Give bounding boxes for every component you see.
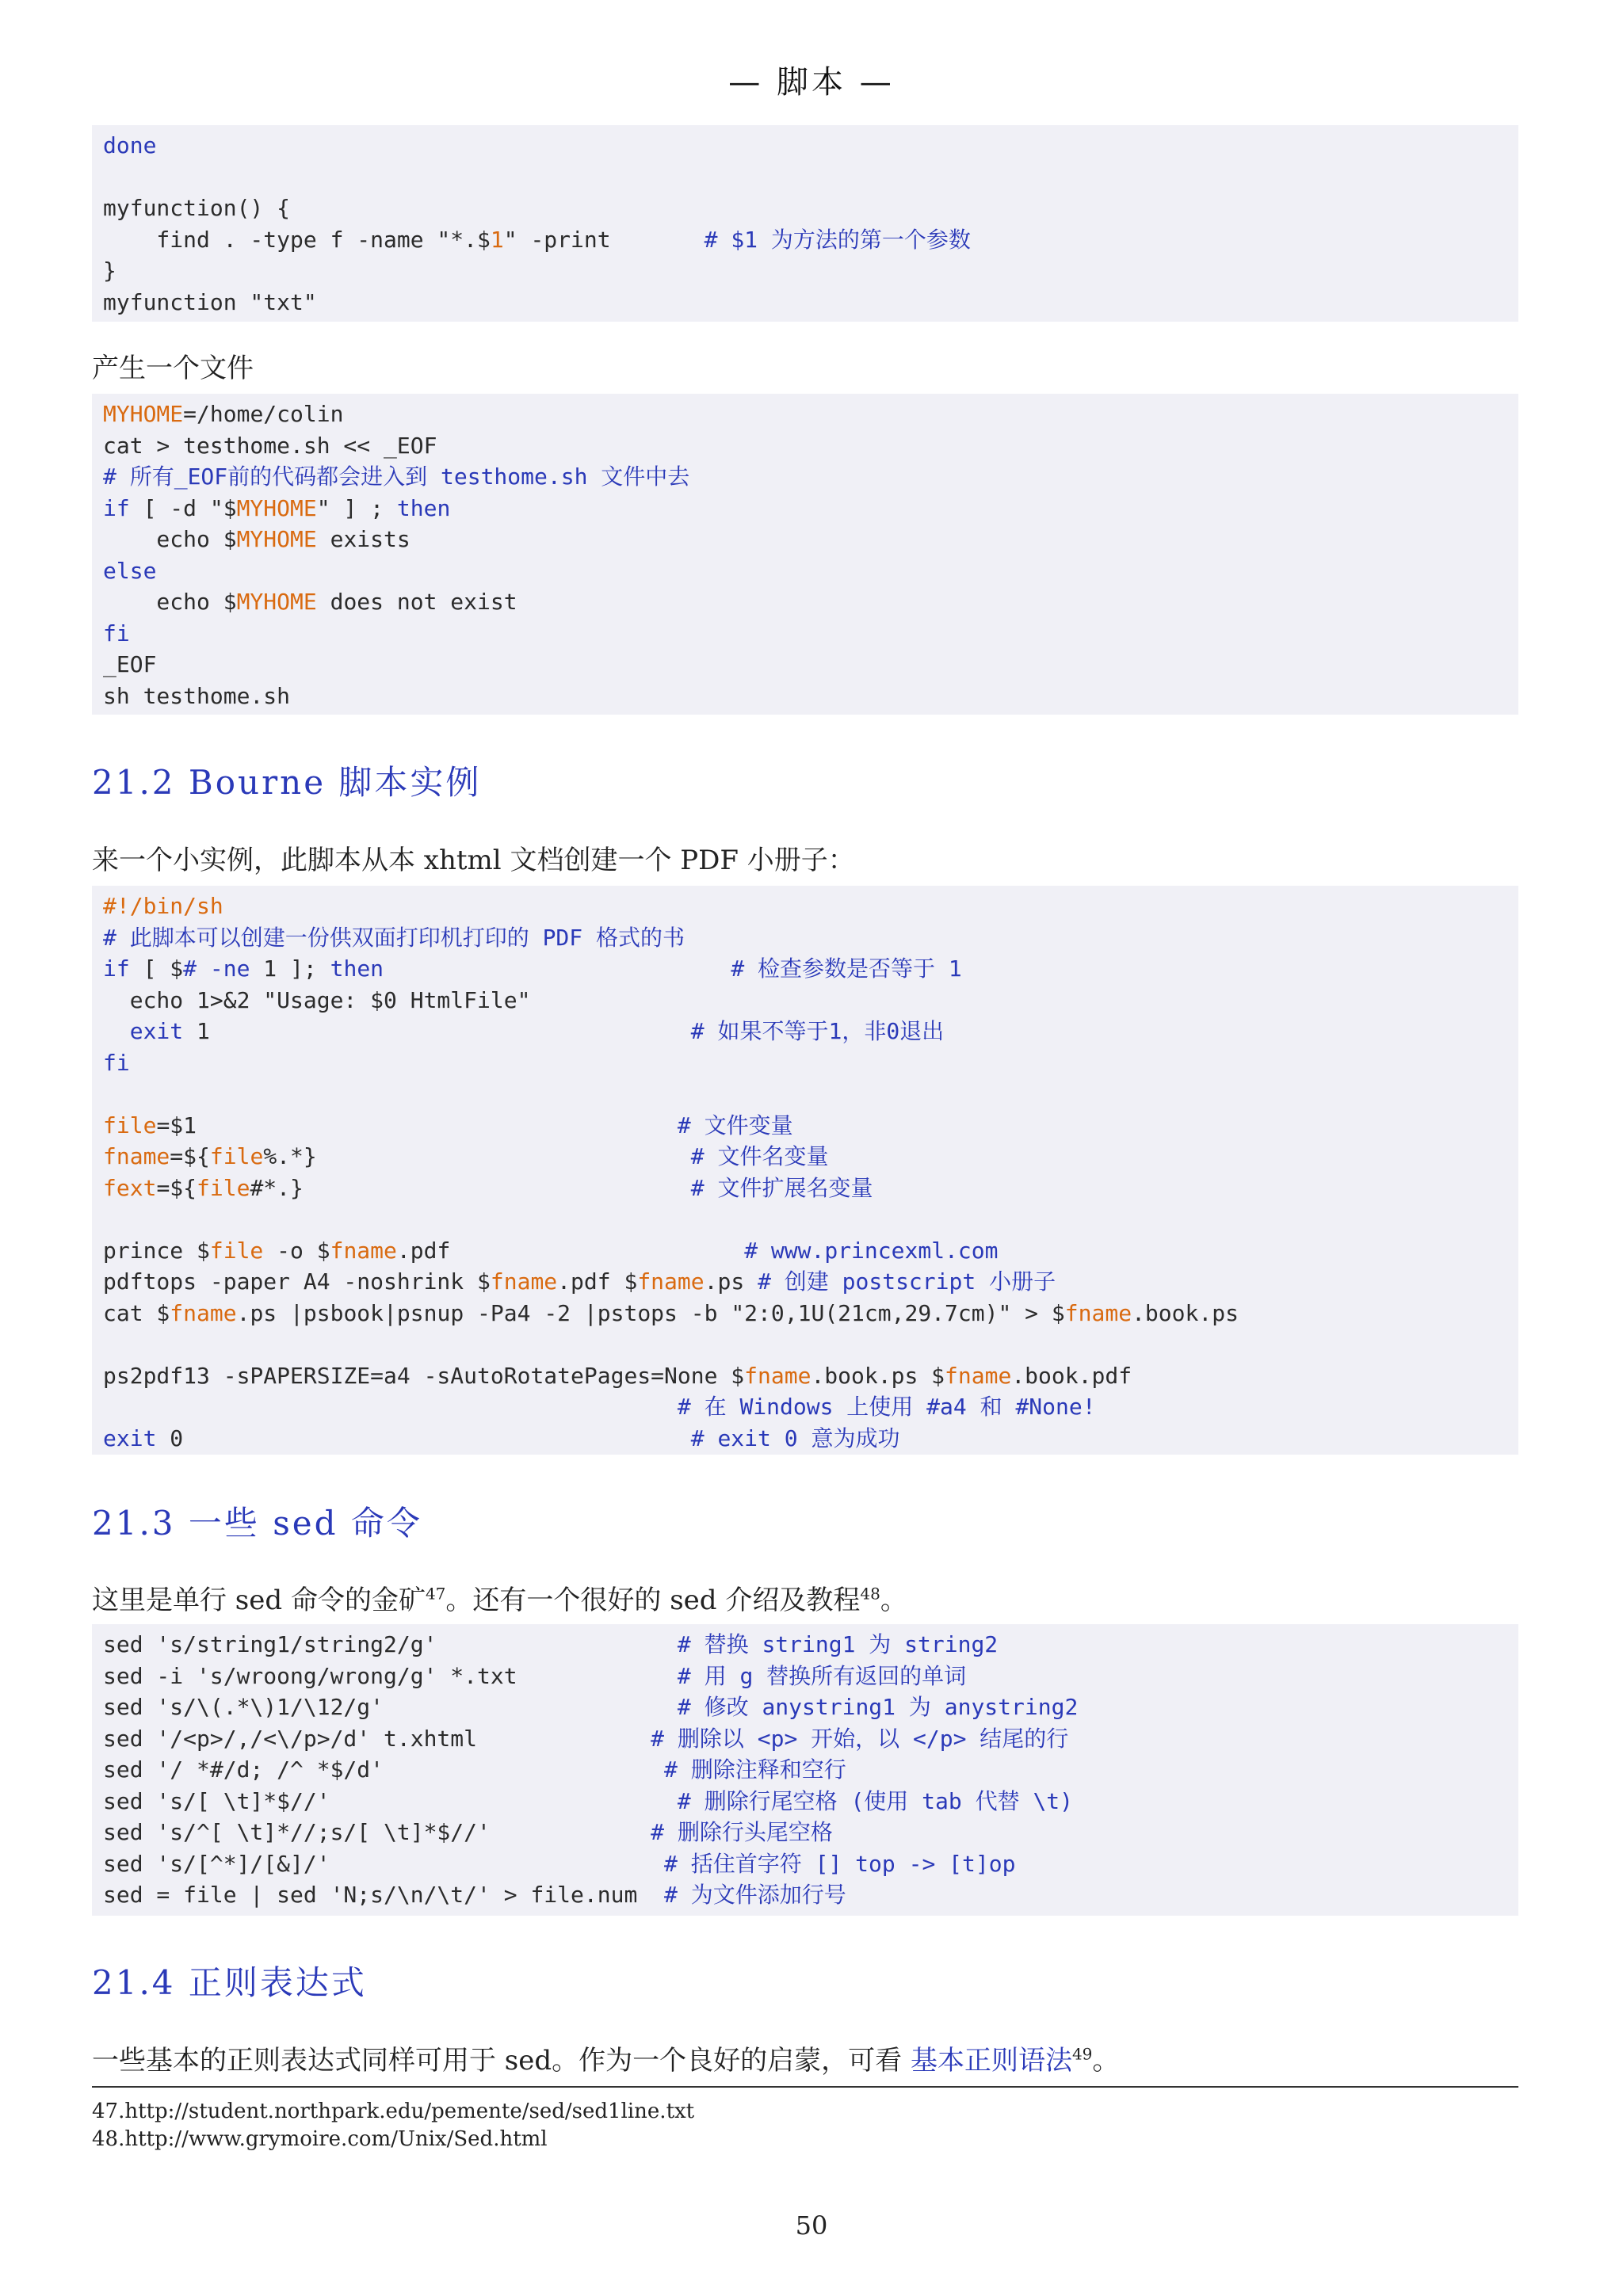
code-line bbox=[103, 1078, 1507, 1110]
code-keyword: fi bbox=[103, 1049, 130, 1076]
footnote-divider bbox=[92, 2086, 1518, 2088]
code-text: ps2pdf13 -sPAPERSIZE=a4 -sAutoRotatePages=None $ bbox=[103, 1362, 745, 1389]
code-line bbox=[103, 1691, 1507, 1723]
code-text: myfunction() { bbox=[103, 195, 291, 221]
code-text: [ $ bbox=[129, 955, 184, 982]
code-variable: file bbox=[209, 1237, 264, 1264]
sed-intro-text-mid: 。还有一个很好的 sed 介绍及教程 bbox=[445, 1585, 861, 1616]
code-variable: fname bbox=[103, 1143, 170, 1169]
code-keyword: then bbox=[330, 955, 384, 982]
code-variable: #!/bin/sh bbox=[103, 893, 223, 919]
page-number: 50 bbox=[795, 2210, 828, 2241]
code-variable: fname bbox=[637, 1268, 705, 1295]
footnote-47[interactable]: 47.http://student.northpark.edu/pemente/sed/sed1line.txt bbox=[92, 2100, 695, 2123]
paragraph-regex-intro bbox=[92, 2039, 1119, 2077]
code-text: " -print bbox=[503, 226, 705, 253]
code-line bbox=[103, 1423, 1507, 1455]
code-line bbox=[103, 287, 1507, 318]
code-comment: # 删除行头尾空格 bbox=[651, 1819, 833, 1845]
code-variable: 1 bbox=[490, 226, 504, 253]
code-text: .ps |psbook|psnup -Pa4 -2 |pstops -b "2:0,1U(21cm,29.7cm)" > $ bbox=[236, 1299, 1065, 1326]
code-comment: # 修改 anystring1 为 anystring2 bbox=[677, 1694, 1079, 1720]
section-heading-regex: 21.4 正则表达式 bbox=[92, 1963, 367, 2002]
code-text: sed = file | sed 'N;s/\n/\t/' > file.num bbox=[103, 1882, 665, 1908]
regex-intro-text-end: 。 bbox=[1092, 2045, 1120, 2077]
code-line bbox=[103, 1786, 1507, 1817]
code-text: -o $ bbox=[263, 1237, 330, 1264]
code-keyword: done bbox=[103, 132, 157, 158]
code-comment: # 如果不等于1，非0退出 bbox=[690, 1018, 945, 1044]
code-line bbox=[103, 193, 1507, 224]
footnote-48[interactable]: 48.http://www.grymoire.com/Unix/Sed.html bbox=[92, 2127, 548, 2151]
code-keyword: then bbox=[396, 494, 451, 521]
code-text: cat > testhome.sh << _EOF bbox=[103, 432, 437, 459]
code-comment: # 检查参数是否等于 1 bbox=[731, 955, 962, 982]
code-text: sed 's/string1/string2/g' bbox=[103, 1631, 678, 1657]
code-text: sed 's/[ \t]*$//' bbox=[103, 1787, 678, 1814]
code-line bbox=[103, 681, 1507, 712]
footnote-ref-47[interactable]: 47 bbox=[425, 1584, 446, 1604]
code-text: _EOF bbox=[103, 651, 157, 677]
code-line bbox=[103, 524, 1507, 555]
code-line bbox=[103, 922, 1507, 954]
code-line bbox=[103, 1879, 1507, 1911]
code-line bbox=[103, 430, 1507, 462]
code-block-bourne-script bbox=[92, 886, 1518, 1455]
code-line bbox=[103, 1661, 1507, 1692]
code-variable: MYHOME bbox=[103, 401, 184, 427]
code-line bbox=[103, 1629, 1507, 1661]
footnote-ref-48[interactable]: 48 bbox=[860, 1584, 880, 1604]
code-text bbox=[384, 955, 731, 982]
code-text: =${ bbox=[170, 1143, 210, 1169]
code-line bbox=[103, 162, 1507, 193]
code-keyword: fi bbox=[103, 620, 130, 646]
code-comment: # 用 g 替换所有返回的单词 bbox=[677, 1662, 967, 1689]
page-header: — 脚本 — bbox=[728, 64, 895, 101]
code-line bbox=[103, 130, 1507, 162]
section-heading-sed: 21.3 一些 sed 命令 bbox=[92, 1504, 422, 1543]
code-text: .book.ps bbox=[1132, 1299, 1239, 1326]
code-keyword: exit bbox=[103, 1425, 157, 1451]
code-comment: # 在 Windows 上使用 #a4 和 #None! bbox=[677, 1394, 1096, 1420]
paragraph-sed-intro bbox=[92, 1578, 907, 1617]
code-line bbox=[103, 1817, 1507, 1848]
code-text: .book.pdf bbox=[1011, 1362, 1132, 1389]
code-variable: MYHOME bbox=[236, 494, 317, 521]
code-keyword: # -ne bbox=[183, 955, 250, 982]
code-line bbox=[103, 1173, 1507, 1204]
sed-intro-text: 这里是单行 sed 命令的金矿 bbox=[92, 1585, 426, 1616]
code-variable: file bbox=[197, 1174, 250, 1201]
code-text: pdftops -paper A4 -noshrink $ bbox=[103, 1268, 491, 1295]
code-line bbox=[103, 224, 1507, 256]
code-text: sh testhome.sh bbox=[103, 682, 291, 709]
code-text: 1 bbox=[183, 1018, 691, 1044]
code-line bbox=[103, 1360, 1507, 1392]
code-variable: fname bbox=[170, 1299, 237, 1326]
code-line bbox=[103, 985, 1507, 1016]
paragraph-create-file: 产生一个文件 bbox=[92, 353, 254, 384]
code-line bbox=[103, 1754, 1507, 1786]
code-comment: # 括住首字符 [] top -> [t]op bbox=[664, 1850, 1016, 1877]
code-line bbox=[103, 586, 1507, 618]
regex-intro-text: 一些基本的正则表达式同样可用于 sed。作为一个良好的启蒙，可看 bbox=[92, 2045, 911, 2077]
code-comment: # 为文件添加行号 bbox=[664, 1882, 846, 1908]
code-line bbox=[103, 1298, 1507, 1329]
code-text: echo 1>&2 "Usage: $0 HtmlFile" bbox=[103, 986, 531, 1013]
section-heading-bourne: 21.2 Bourne 脚本实例 bbox=[92, 763, 482, 802]
code-line bbox=[103, 953, 1507, 985]
code-line bbox=[103, 1047, 1507, 1079]
code-text: .ps bbox=[704, 1268, 758, 1295]
code-line bbox=[103, 493, 1507, 524]
code-comment: # 删除以 <p> 开始，以 </p> 结尾的行 bbox=[651, 1725, 1069, 1752]
code-text: 1 ]; bbox=[250, 955, 330, 982]
code-line bbox=[103, 1848, 1507, 1880]
code-text: } bbox=[103, 257, 116, 284]
code-comment: # exit 0 意为成功 bbox=[690, 1425, 900, 1451]
code-line bbox=[103, 555, 1507, 587]
code-variable: fname bbox=[744, 1362, 812, 1389]
code-line bbox=[103, 461, 1507, 493]
code-comment: # 删除注释和空行 bbox=[664, 1756, 846, 1783]
code-text: does not exist bbox=[316, 589, 517, 615]
code-text: prince $ bbox=[103, 1237, 210, 1264]
code-variable: MYHOME bbox=[236, 526, 317, 552]
code-text: sed 's/^[ \t]*//;s/[ \t]*$//' bbox=[103, 1819, 651, 1845]
code-comment: # 文件名变量 bbox=[690, 1143, 829, 1169]
code-text: =$1 bbox=[156, 1112, 678, 1138]
code-text: 0 bbox=[156, 1425, 691, 1451]
code-variable: file bbox=[103, 1112, 157, 1138]
code-text: #*.} bbox=[250, 1174, 691, 1201]
code-variable: fname bbox=[330, 1237, 397, 1264]
code-text: [ -d "$ bbox=[129, 494, 237, 521]
code-text bbox=[103, 1018, 130, 1044]
code-keyword: if bbox=[103, 955, 130, 982]
sed-intro-text-end: 。 bbox=[880, 1585, 907, 1616]
code-line bbox=[103, 1141, 1507, 1173]
code-text: echo $ bbox=[103, 589, 237, 615]
code-line bbox=[103, 618, 1507, 650]
regex-syntax-link[interactable]: 基本正则语法 bbox=[910, 2045, 1072, 2077]
code-comment: # 文件扩展名变量 bbox=[690, 1174, 873, 1201]
code-keyword: else bbox=[103, 557, 157, 584]
code-variable: fname bbox=[1064, 1299, 1132, 1326]
code-text: .pdf bbox=[396, 1237, 745, 1264]
code-line bbox=[103, 1391, 1507, 1423]
code-text: exists bbox=[316, 526, 411, 552]
code-text: sed 's/\(.*\)1/\12/g' bbox=[103, 1694, 678, 1720]
code-line bbox=[103, 891, 1507, 922]
code-keyword: if bbox=[103, 494, 130, 521]
code-text: .book.ps $ bbox=[811, 1362, 945, 1389]
code-line bbox=[103, 1266, 1507, 1298]
code-text: echo $ bbox=[103, 526, 237, 552]
code-text: " ] ; bbox=[316, 494, 397, 521]
code-comment: # $1 为方法的第一个参数 bbox=[704, 226, 971, 253]
code-block-heredoc bbox=[92, 394, 1518, 715]
code-text: %.*} bbox=[263, 1143, 691, 1169]
code-line bbox=[103, 255, 1507, 287]
code-comment: # 所有_EOF前的代码都会进入到 testhome.sh 文件中去 bbox=[103, 463, 690, 490]
code-variable: MYHOME bbox=[236, 589, 317, 615]
code-line bbox=[103, 1723, 1507, 1755]
code-text: sed 's/[^*]/[&]/' bbox=[103, 1850, 665, 1877]
code-comment: # 此脚本可以创建一份供双面打印机打印的 PDF 格式的书 bbox=[103, 924, 685, 951]
code-comment: # 替换 string1 为 string2 bbox=[677, 1631, 999, 1657]
code-text: .pdf $ bbox=[557, 1268, 638, 1295]
code-comment: # 删除行尾空格 (使用 tab 代替 \t) bbox=[677, 1787, 1074, 1814]
code-line bbox=[103, 1235, 1507, 1267]
code-text: sed '/<p>/,/<\/p>/d' t.xhtml bbox=[103, 1725, 651, 1752]
code-variable: fname bbox=[945, 1362, 1012, 1389]
code-text: =/home/colin bbox=[183, 401, 344, 427]
code-variable: fname bbox=[490, 1268, 558, 1295]
code-line bbox=[103, 399, 1507, 430]
code-text: sed -i 's/wroong/wrong/g' *.txt bbox=[103, 1662, 678, 1689]
code-line bbox=[103, 1329, 1507, 1360]
code-text: myfunction "txt" bbox=[103, 288, 317, 315]
code-comment: # www.princexml.com bbox=[744, 1237, 999, 1264]
code-line bbox=[103, 649, 1507, 681]
code-block-function bbox=[92, 125, 1518, 322]
code-line bbox=[103, 1016, 1507, 1047]
code-text: find . -type f -name "*.$ bbox=[103, 226, 491, 253]
code-text bbox=[103, 1394, 678, 1420]
code-text: cat $ bbox=[103, 1299, 170, 1326]
code-block-sed-commands bbox=[92, 1624, 1518, 1916]
code-text: =${ bbox=[156, 1174, 197, 1201]
code-line bbox=[103, 1110, 1507, 1142]
code-keyword: exit bbox=[129, 1018, 184, 1044]
code-comment: # 创建 postscript 小册子 bbox=[758, 1268, 1056, 1295]
code-text: sed '/ *#/d; /^ *$/d' bbox=[103, 1756, 665, 1783]
code-line bbox=[103, 1203, 1507, 1235]
footnote-ref-49[interactable]: 49 bbox=[1071, 2044, 1093, 2064]
code-variable: file bbox=[209, 1143, 264, 1169]
paragraph-bourne-intro: 来一个小实例，此脚本从本 xhtml 文档创建一个 PDF 小册子： bbox=[92, 845, 855, 876]
code-comment: # 文件变量 bbox=[677, 1112, 793, 1138]
code-variable: fext bbox=[103, 1174, 157, 1201]
